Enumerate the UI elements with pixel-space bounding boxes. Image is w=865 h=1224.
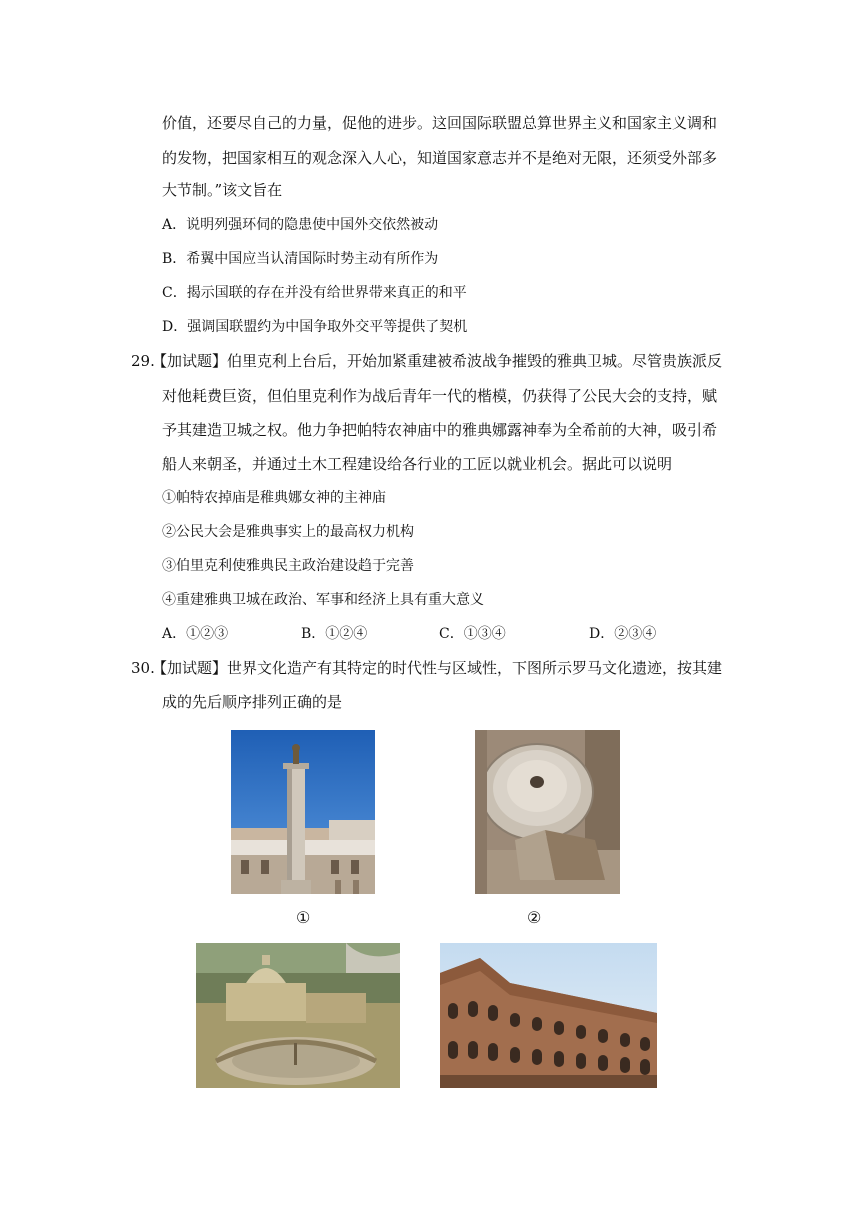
q29-line-4: 船人来朝圣，并通过土木工程建设给各行业的工匠以就业机会。据此可以说明 bbox=[162, 455, 673, 473]
q29-statement-2: ②公民大会是雅典事实上的最高权力机构 bbox=[162, 524, 414, 540]
trajan-column-image bbox=[231, 730, 375, 894]
q29-choice-c: C．①③④ bbox=[439, 626, 506, 642]
q28-option-a: A．说明列强环伺的隐患使中国外交依然被动 bbox=[162, 217, 439, 233]
q29-line-1: 【加试题】伯里克利上台后，开始加紧重建被希波战争摧毁的雅典卫城。尽管贵族派反 bbox=[152, 352, 723, 370]
q29-statement-1: ①帕特农掉庙是稚典娜女神的主神庙 bbox=[162, 490, 386, 506]
intro-line-1: 价值，还要尽自己的力量，促他的进步。这回国际联盟总算世界主义和国家主义调和 bbox=[162, 114, 718, 132]
q29-statement-4: ④重建雅典卫城在政治、军事和经济上具有重大意义 bbox=[162, 592, 484, 608]
q29-line-3: 予其建造卫城之权。他力争把帕特农神庙中的雅典娜露神奉为全希前的大神，吸引希 bbox=[162, 421, 718, 439]
q30-line-2: 成的先后顺序排列正确的是 bbox=[162, 693, 343, 711]
q29-choice-b: B．①②④ bbox=[301, 626, 368, 642]
pantheon-image bbox=[475, 730, 620, 894]
q28-option-b: B．希翼中国应当认清国际时势主动有所作为 bbox=[162, 251, 439, 267]
image-2-caption: ② bbox=[527, 908, 542, 927]
q29-choice-a: A．①②③ bbox=[162, 626, 229, 642]
q28-option-c: C．揭示国联的存在并没有给世界带来真正的和平 bbox=[162, 285, 467, 301]
st-peters-image bbox=[196, 943, 400, 1088]
q29-number: 29. bbox=[131, 352, 155, 370]
q29-line-2: 对他耗费巨资，但伯里克利作为战后青年一代的楷模，仍获得了公民大会的支持，赋 bbox=[162, 387, 718, 405]
intro-line-2: 的发物，把国家相互的观念深入人心，知道国家意志并不是绝对无限，还须受外部多 bbox=[162, 149, 718, 167]
q29-statement-3: ③伯里克利使雅典民主政治建设趋于完善 bbox=[162, 558, 414, 574]
colosseum-image bbox=[440, 943, 657, 1088]
q30-number: 30. bbox=[131, 659, 155, 677]
q28-option-d: D．强调国联盟约为中国争取外交平等提供了契机 bbox=[162, 319, 468, 335]
intro-line-3: 大节制。”该文旨在 bbox=[162, 181, 283, 199]
q29-choice-d: D．②③④ bbox=[589, 626, 657, 642]
image-1-caption: ① bbox=[296, 908, 311, 927]
q30-line-1: 【加试题】世界文化造产有其特定的时代性与区域性，下图所示罗马文化遗迹，按其建 bbox=[152, 659, 723, 677]
